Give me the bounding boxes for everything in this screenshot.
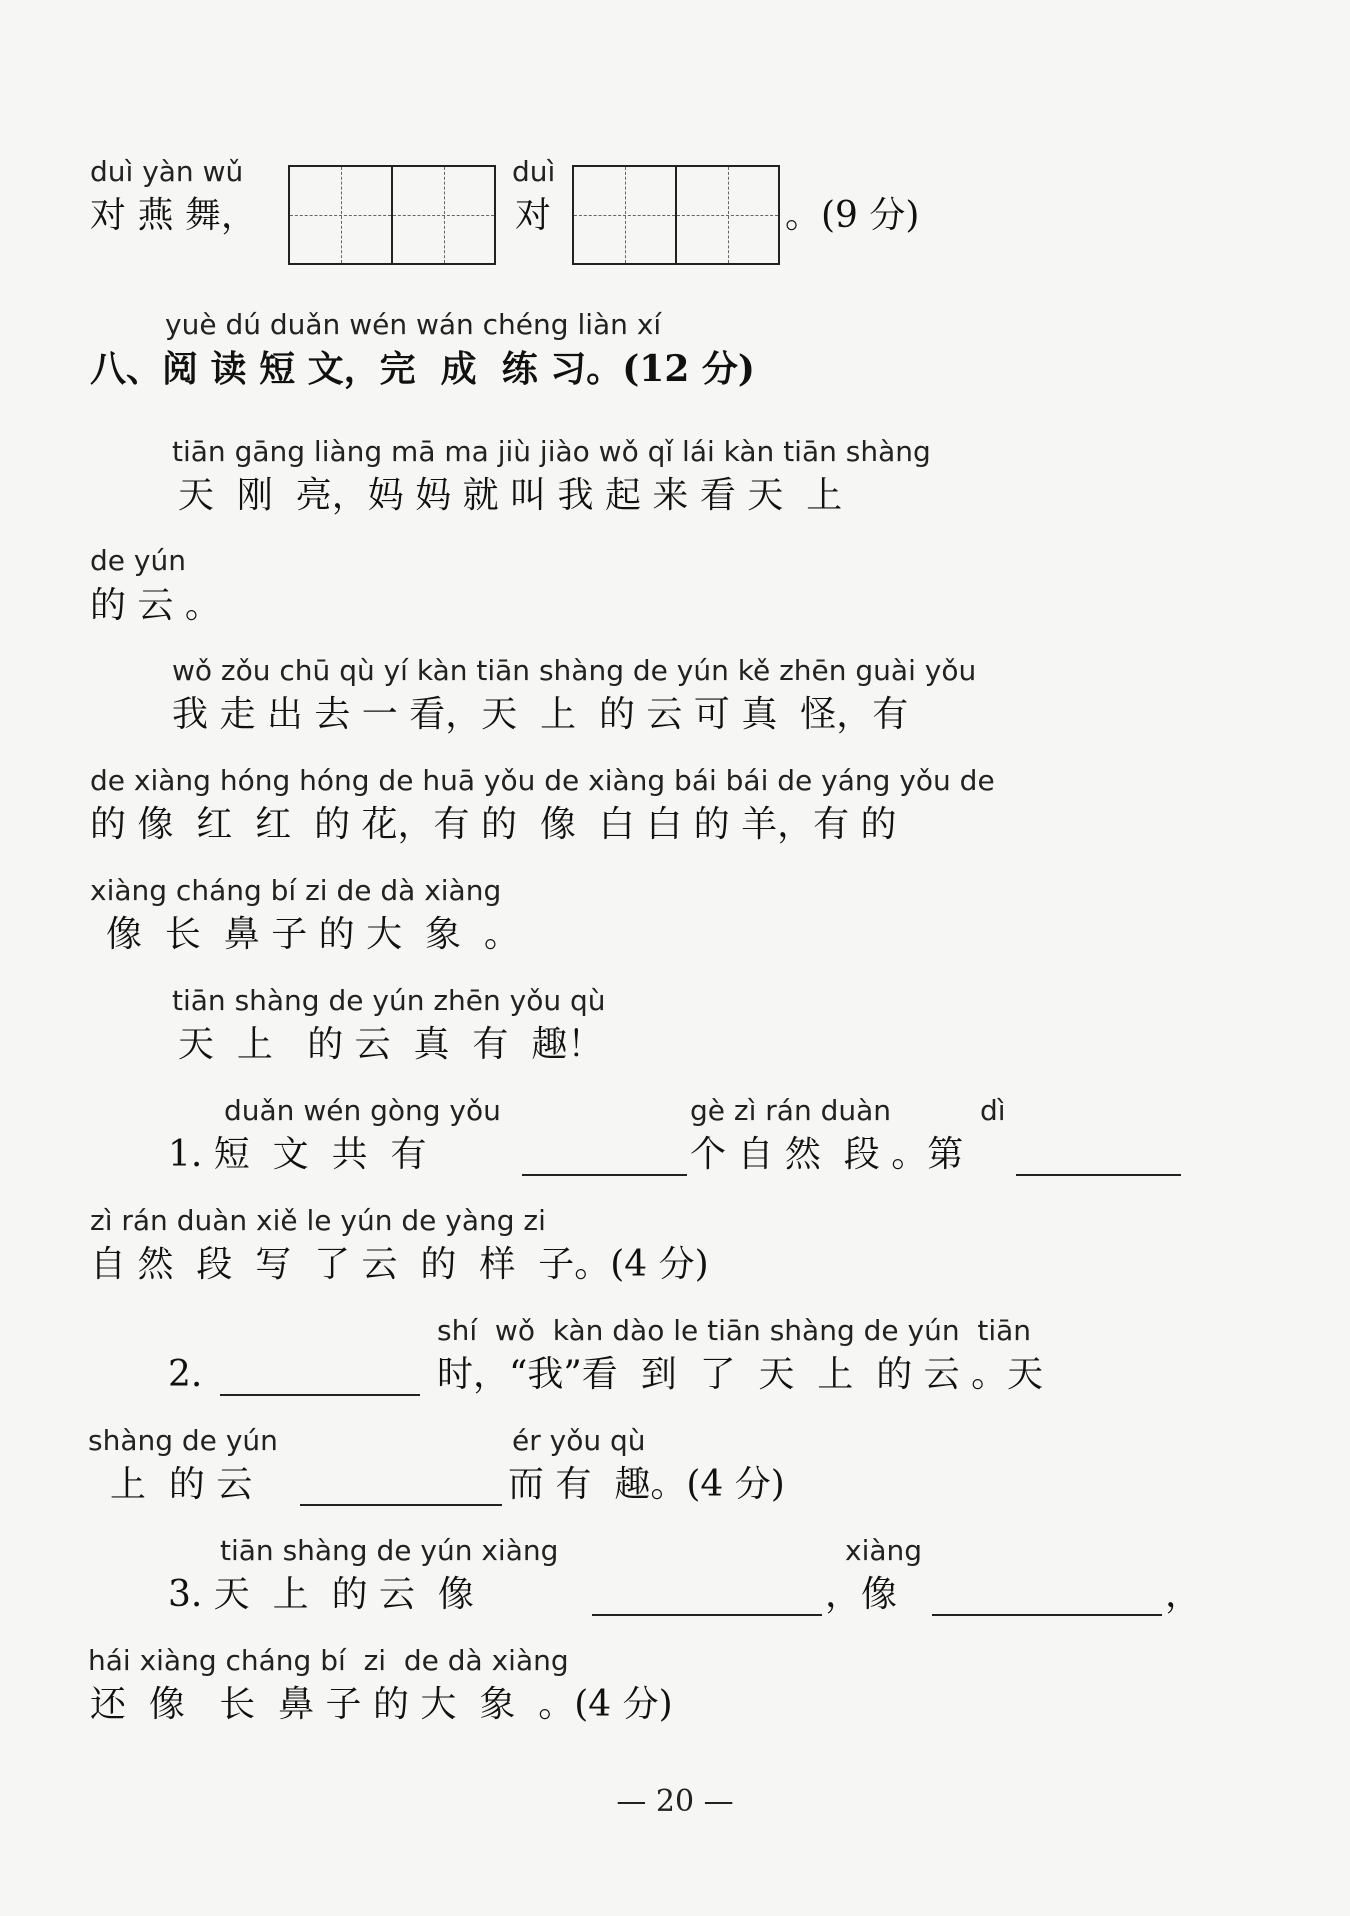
q1-hanzi-a: 1. 短 文 共 有 bbox=[168, 1134, 427, 1175]
q3-pinyin-b: xiàng bbox=[845, 1534, 923, 1567]
q2-pinyin-a: shí wǒ kàn dào le tiān shàng de yún tiān bbox=[437, 1314, 1032, 1347]
q3-l2-pinyin: hái xiàng cháng bí zi de dà xiàng bbox=[88, 1644, 569, 1677]
q3-hanzi-c: ， bbox=[1165, 1574, 1202, 1615]
q2-answer-blank-2[interactable] bbox=[300, 1502, 502, 1506]
q3-hanzi-b: ，像 bbox=[825, 1574, 898, 1615]
q2-answer-blank-1[interactable] bbox=[220, 1392, 420, 1396]
q7-hanzi-2: 对 bbox=[515, 195, 552, 236]
q1-hanzi-b: 个 自 然 段 。第 bbox=[690, 1134, 964, 1175]
writing-grid-2[interactable] bbox=[572, 165, 780, 265]
q3-answer-blank-2[interactable] bbox=[932, 1612, 1162, 1616]
q2-l2-pinyin-a: shàng de yún bbox=[88, 1424, 278, 1457]
passage-p1-l2-pinyin: de yún bbox=[90, 544, 186, 577]
q3-hanzi-a: 3. 天 上 的 云 像 bbox=[168, 1574, 474, 1615]
q1-answer-blank-2[interactable] bbox=[1016, 1172, 1181, 1176]
passage-p1-l1-pinyin: tiān gāng liàng mā ma jiù jiào wǒ qǐ lái kàn tiān shàng bbox=[172, 435, 931, 468]
q7-score: 。(9 分) bbox=[785, 195, 920, 236]
section8-pinyin: yuè dú duǎn wén wán chéng liàn xí bbox=[165, 308, 662, 341]
q1-pinyin-c: dì bbox=[980, 1094, 1006, 1127]
q2-l2-hanzi-b: 而 有 趣。(4 分) bbox=[508, 1464, 785, 1505]
passage-p1-l1-hanzi: 天 刚 亮，妈 妈 就 叫 我 起 来 看 天 上 bbox=[178, 475, 843, 516]
q2-l2-hanzi-a: 上 的 云 bbox=[110, 1464, 253, 1505]
passage-p2-l3-pinyin: xiàng cháng bí zi de dà xiàng bbox=[90, 874, 502, 907]
passage-p1-l2-hanzi: 的 云 。 bbox=[90, 585, 221, 626]
q2-l2-pinyin-b: ér yǒu qù bbox=[512, 1424, 646, 1457]
q3-l2-hanzi: 还 像 长 鼻 子 的 大 象 。(4 分) bbox=[90, 1684, 673, 1725]
q1-l2-hanzi: 自 然 段 写 了 云 的 样 子。(4 分) bbox=[90, 1244, 709, 1285]
q3-pinyin-a: tiān shàng de yún xiàng bbox=[220, 1534, 559, 1567]
q1-l2-pinyin: zì rán duàn xiě le yún de yàng zi bbox=[90, 1204, 546, 1237]
passage-p2-l1-hanzi: 我 走 出 去 一 看，天 上 的 云 可 真 怪，有 bbox=[172, 694, 909, 735]
passage-p3-hanzi: 天 上 的 云 真 有 趣！ bbox=[178, 1024, 604, 1065]
passage-p2-l3-hanzi: 像 长 鼻 子 的 大 象 。 bbox=[106, 914, 520, 955]
q1-pinyin-a: duǎn wén gòng yǒu bbox=[224, 1094, 501, 1127]
q3-answer-blank-1[interactable] bbox=[592, 1612, 822, 1616]
passage-p2-l2-hanzi: 的 像 红 红 的 花，有 的 像 白 白 的 羊，有 的 bbox=[90, 804, 897, 845]
passage-p2-l2-pinyin: de xiàng hóng hóng de huā yǒu de xiàng bái bái de yáng yǒu de bbox=[90, 764, 995, 797]
q2-num: 2. bbox=[168, 1354, 203, 1395]
q1-answer-blank-1[interactable] bbox=[522, 1172, 687, 1176]
passage-p3-pinyin: tiān shàng de yún zhēn yǒu qù bbox=[172, 984, 606, 1017]
q7-pinyin-1: duì yàn wǔ bbox=[90, 155, 244, 188]
q2-hanzi-a: 时，“我”看 到 了 天 上 的 云 。天 bbox=[437, 1354, 1044, 1395]
q7-hanzi-1: 对 燕 舞， bbox=[90, 195, 257, 236]
q7-pinyin-2: duì bbox=[512, 155, 556, 188]
writing-grid-1[interactable] bbox=[288, 165, 496, 265]
q1-pinyin-b: gè zì rán duàn bbox=[690, 1094, 892, 1127]
passage-p2-l1-pinyin: wǒ zǒu chū qù yí kàn tiān shàng de yún kě zhēn guài yǒu bbox=[172, 654, 977, 687]
section8-title: 八、阅 读 短 文，完 成 练 习。(12 分) bbox=[90, 348, 755, 390]
page-number: — 20 — bbox=[616, 1784, 734, 1819]
